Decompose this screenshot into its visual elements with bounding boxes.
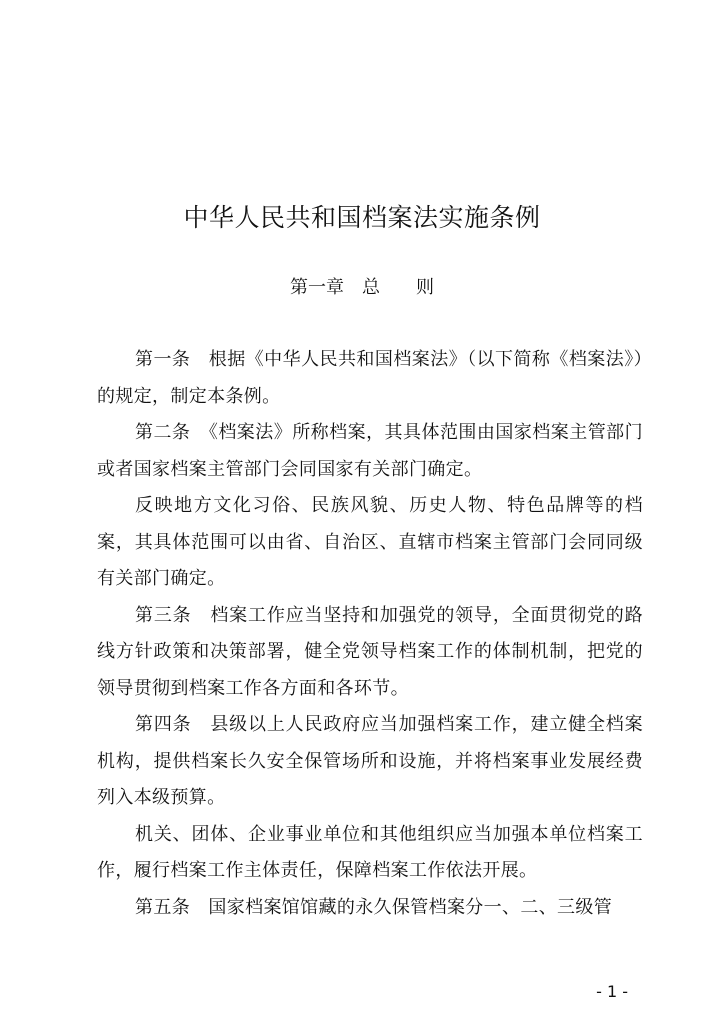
chapter-heading: 第一章 总 则 bbox=[290, 277, 434, 298]
article-2-supplement-paragraph: 反映地方文化习俗、民族风貌、历史人物、特色品牌等的档案，其具体范围可以由省、自治区、直辖市档案主管部门会同同级有关部门确定。 bbox=[97, 495, 643, 589]
document-title: 中华人民共和国档案法实施条例 bbox=[183, 203, 541, 232]
page-number: - 1 - bbox=[596, 982, 628, 1001]
document-body bbox=[97, 342, 643, 926]
article-4-supplement-paragraph: 机关、团体、企业事业单位和其他组织应当加强本单位档案工作，履行档案工作主体责任，保障档案工作依法开展。 bbox=[97, 823, 643, 881]
article-3-paragraph: 第三条 档案工作应当坚持和加强党的领导，全面贯彻党的路线方针政策和决策部署，健全党领导档案工作的体制机制，把党的领导贯彻到档案工作各方面和各环节。 bbox=[97, 604, 643, 699]
article-4-paragraph: 第四条 县级以上人民政府应当加强档案工作，建立健全档案机构，提供档案长久安全保管场所和设施，并将档案事业发展经费列入本级预算。 bbox=[97, 714, 643, 808]
article-2-paragraph: 第二条 《档案法》所称档案，其具体范围由国家档案主管部门或者国家档案主管部门会同国家有关部门确定。 bbox=[97, 422, 643, 480]
article-5-paragraph: 第五条 国家档案馆馆藏的永久保管档案分一、二、三级管 bbox=[135, 896, 613, 918]
article-1-paragraph: 第一条 根据《中华人民共和国档案法》（以下简称《档案法》）的规定，制定本条例。 bbox=[97, 349, 643, 407]
